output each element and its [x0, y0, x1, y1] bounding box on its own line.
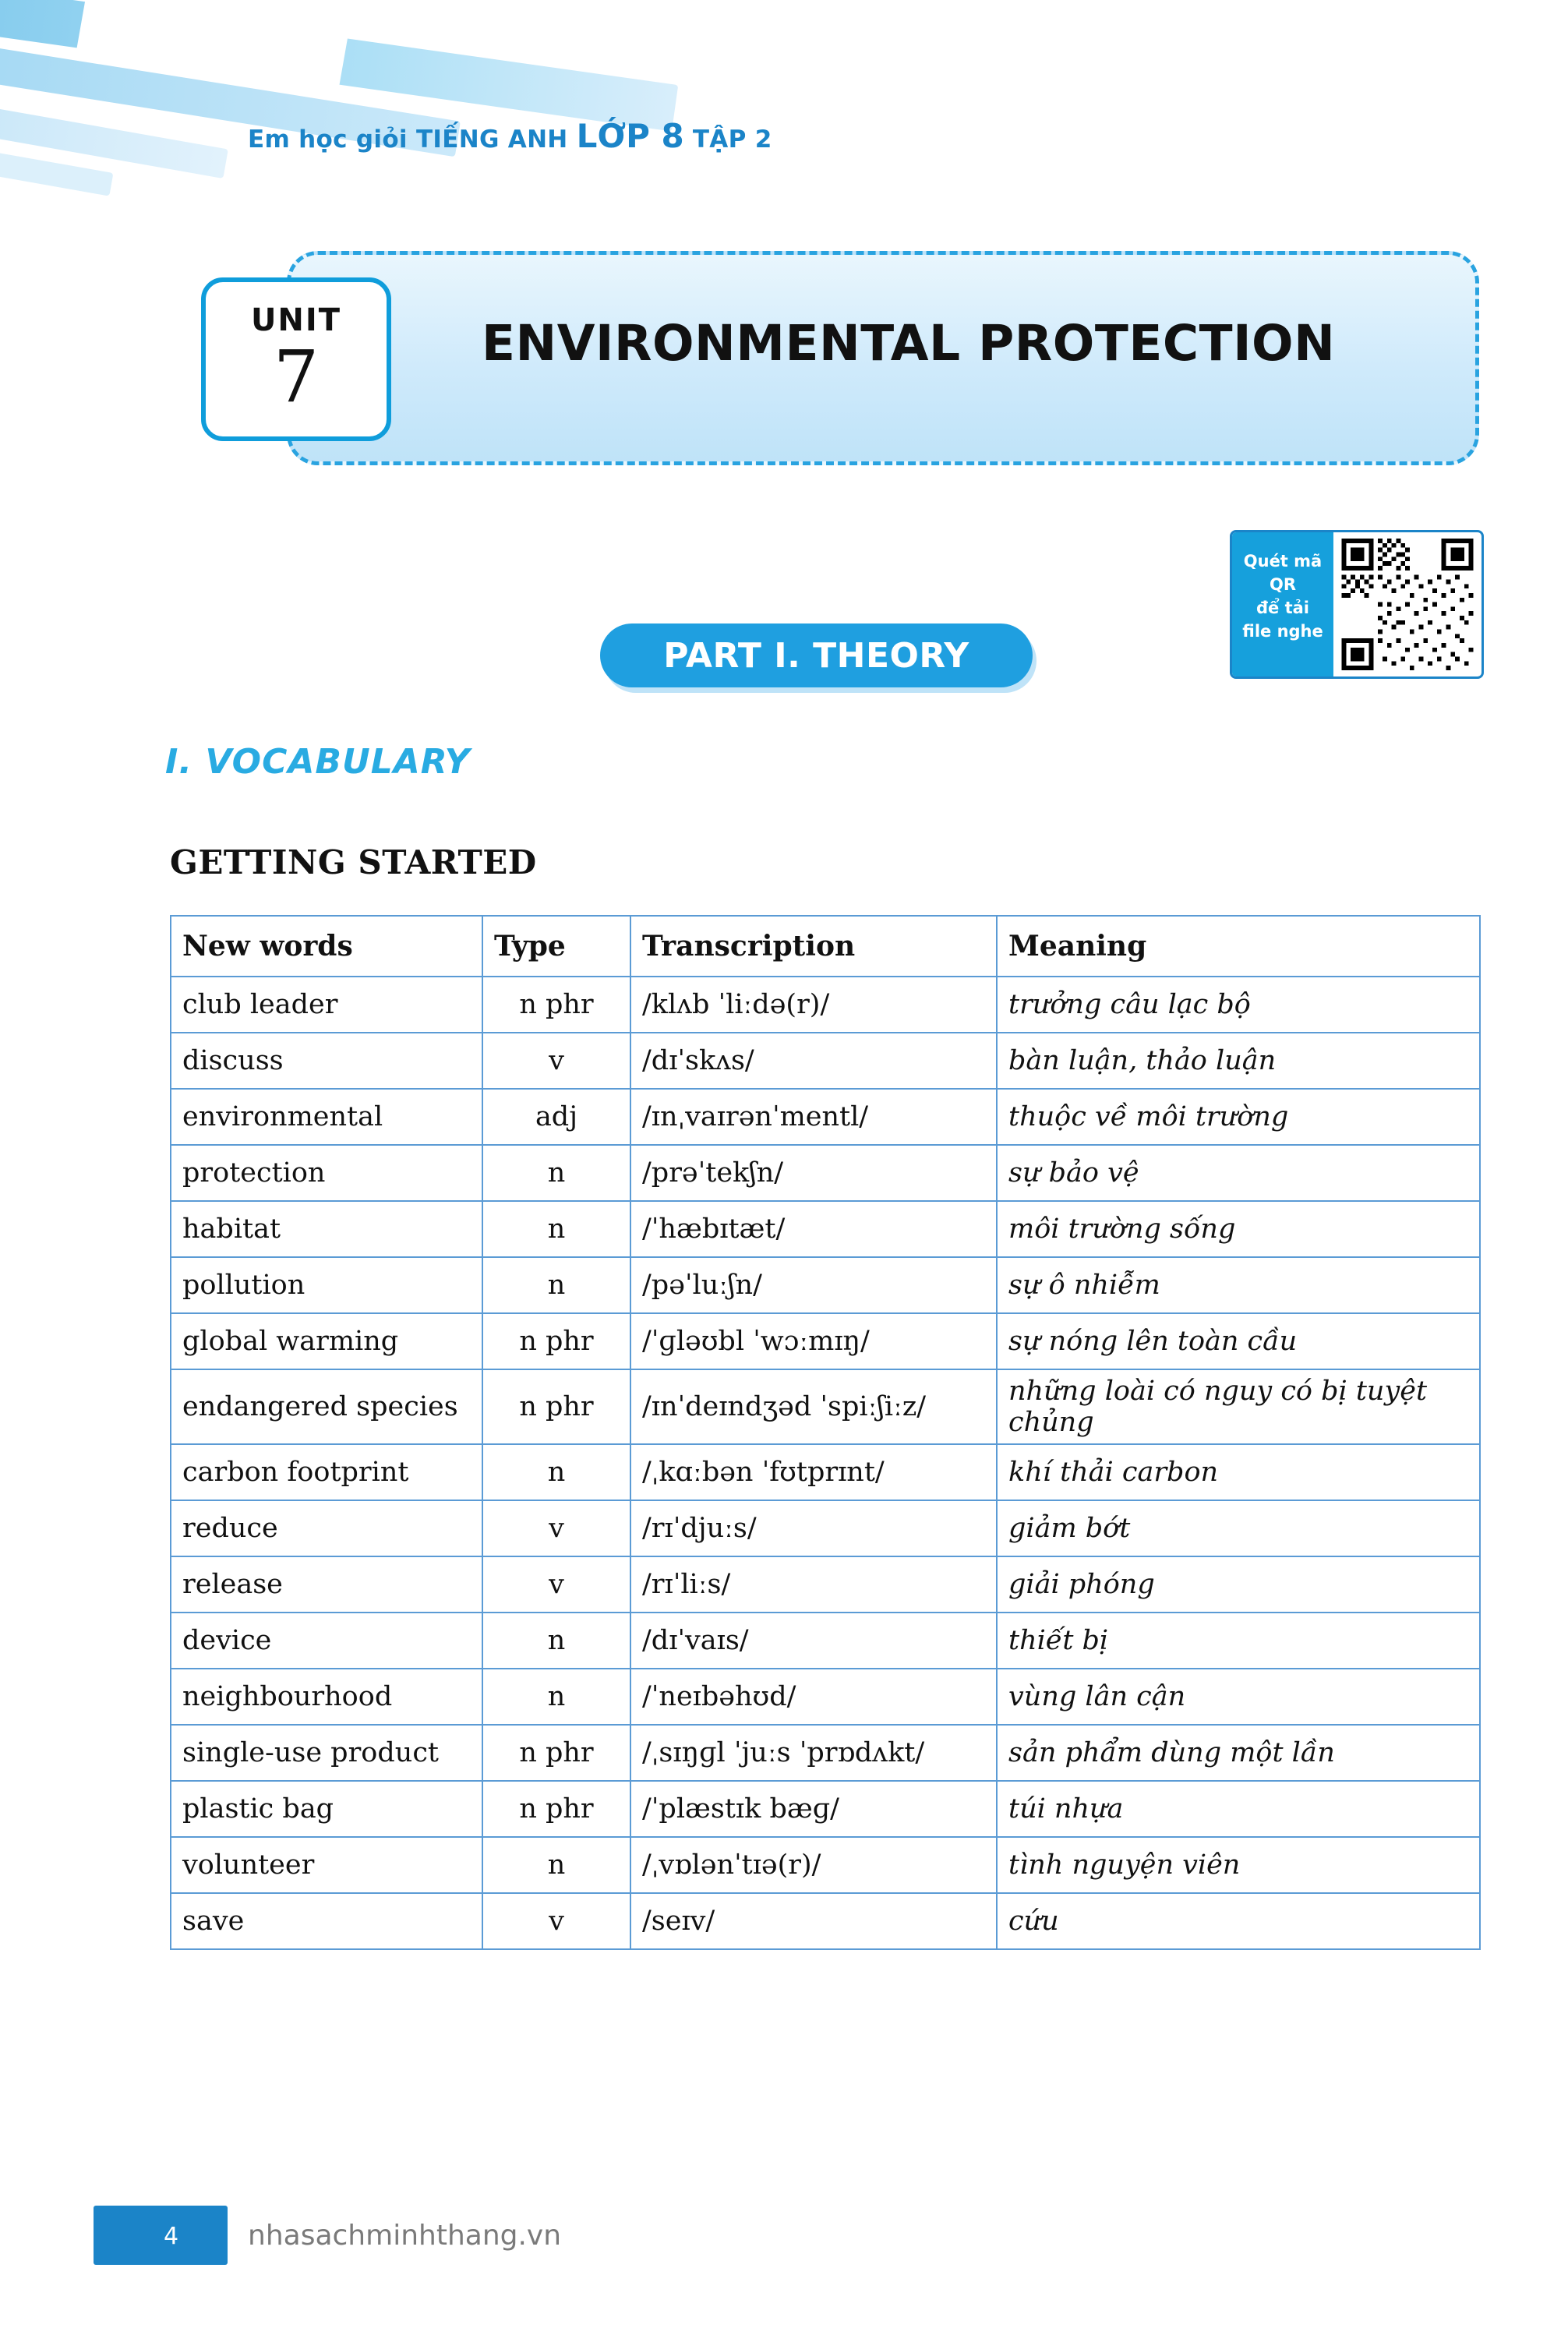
header-transcription: Transcription — [630, 916, 997, 977]
cell-meaning: trưởng câu lạc bộ — [997, 977, 1480, 1033]
cell-meaning: những loài có nguy có bị tuyệt chủng — [997, 1369, 1480, 1444]
cell-new-word: single-use product — [171, 1725, 482, 1781]
table-row — [171, 1369, 1480, 1444]
cell-transcription: /rɪˈliːs/ — [630, 1556, 997, 1613]
table-row — [171, 1500, 1480, 1556]
vocabulary-table — [170, 915, 1481, 1950]
unit-title: ENVIRONMENTAL PROTECTION — [482, 315, 1336, 372]
cell-type: adj — [482, 1089, 630, 1145]
cell-type: n phr — [482, 1313, 630, 1369]
header-new-words: New words — [171, 916, 482, 977]
cell-transcription: /ˈɡləʊbl ˈwɔːmɪŋ/ — [630, 1313, 997, 1369]
unit-label: UNIT — [250, 302, 342, 338]
table-row — [171, 1725, 1480, 1781]
cell-transcription: /seɪv/ — [630, 1893, 997, 1949]
cell-type: n phr — [482, 977, 630, 1033]
cell-type: v — [482, 1556, 630, 1613]
cell-type: n — [482, 1257, 630, 1313]
cell-type: v — [482, 1893, 630, 1949]
table-row — [171, 1089, 1480, 1145]
unit-banner — [201, 243, 1479, 469]
table-row — [171, 1893, 1480, 1949]
cell-new-word: carbon footprint — [171, 1444, 482, 1500]
cell-transcription: /prəˈtekʃn/ — [630, 1145, 997, 1201]
cell-meaning: thuộc về môi trường — [997, 1089, 1480, 1145]
cell-meaning: tình nguyện viên — [997, 1837, 1480, 1893]
cell-type: n — [482, 1444, 630, 1500]
cell-transcription: /pəˈluːʃn/ — [630, 1257, 997, 1313]
table-row — [171, 1613, 1480, 1669]
cell-type: v — [482, 1033, 630, 1089]
cell-type: v — [482, 1500, 630, 1556]
footer-page-tab — [94, 2206, 228, 2265]
cell-new-word: device — [171, 1613, 482, 1669]
qr-line-1: Quét mã — [1243, 552, 1323, 571]
cell-transcription: /ˌvɒlənˈtɪə(r)/ — [630, 1837, 997, 1893]
table-row — [171, 1313, 1480, 1369]
part-title-pill — [600, 623, 1033, 687]
cell-meaning: bàn luận, thảo luận — [997, 1033, 1480, 1089]
cell-new-word: pollution — [171, 1257, 482, 1313]
cell-transcription: /klʌb ˈliːdə(r)/ — [630, 977, 997, 1033]
cell-new-word: release — [171, 1556, 482, 1613]
cell-new-word: reduce — [171, 1500, 482, 1556]
cell-transcription: /rɪˈdjuːs/ — [630, 1500, 997, 1556]
cell-new-word: discuss — [171, 1033, 482, 1089]
qr-code-icon — [1333, 532, 1481, 676]
cell-transcription: /dɪˈvaɪs/ — [630, 1613, 997, 1669]
cell-new-word: neighbourhood — [171, 1669, 482, 1725]
cell-meaning: môi trường sống — [997, 1201, 1480, 1257]
table-row — [171, 1669, 1480, 1725]
qr-line-2: QR — [1269, 575, 1297, 594]
footer-website: nhasachminhthang.vn — [248, 2220, 562, 2252]
cell-new-word: volunteer — [171, 1837, 482, 1893]
cell-meaning: sự bảo vệ — [997, 1145, 1480, 1201]
table-header-row — [171, 916, 1480, 977]
table-row — [171, 1145, 1480, 1201]
header-type: Type — [482, 916, 630, 977]
cell-meaning: giảm bớt — [997, 1500, 1480, 1556]
cell-meaning: cứu — [997, 1893, 1480, 1949]
cell-new-word: habitat — [171, 1201, 482, 1257]
series-grade: LỚP 8 — [576, 117, 684, 155]
cell-new-word: save — [171, 1893, 482, 1949]
cell-type: n — [482, 1201, 630, 1257]
cell-meaning: thiết bị — [997, 1613, 1480, 1669]
cell-transcription: /ˌkɑːbən ˈfʊtprɪnt/ — [630, 1444, 997, 1500]
cell-meaning: vùng lân cận — [997, 1669, 1480, 1725]
table-row — [171, 1556, 1480, 1613]
cell-type: n phr — [482, 1781, 630, 1837]
getting-started-heading: GETTING STARTED — [170, 843, 537, 881]
cell-type: n — [482, 1613, 630, 1669]
cell-transcription: /ˈneɪbəhʊd/ — [630, 1669, 997, 1725]
part-title-label: PART I. THEORY — [663, 635, 969, 676]
cell-meaning: khí thải carbon — [997, 1444, 1480, 1500]
qr-line-3: để tải — [1256, 599, 1309, 617]
cell-transcription: /ɪnˈdeɪndʒəd ˈspiːʃiːz/ — [630, 1369, 997, 1444]
cell-type: n phr — [482, 1725, 630, 1781]
cell-meaning: sự ô nhiễm — [997, 1257, 1480, 1313]
page-number: 4 — [164, 2223, 179, 2250]
table-row — [171, 1033, 1480, 1089]
cell-meaning: túi nhựa — [997, 1781, 1480, 1837]
unit-number: 7 — [273, 335, 320, 419]
series-header — [248, 117, 772, 155]
series-volume: TẬP 2 — [692, 125, 772, 154]
qr-line-4: file nghe — [1242, 622, 1323, 641]
cell-meaning: sản phẩm dùng một lần — [997, 1725, 1480, 1781]
table-row — [171, 1781, 1480, 1837]
vocabulary-heading: I. VOCABULARY — [165, 742, 471, 782]
cell-meaning: giải phóng — [997, 1556, 1480, 1613]
cell-type: n — [482, 1837, 630, 1893]
qr-instruction-text — [1232, 532, 1333, 676]
cell-transcription: /dɪˈskʌs/ — [630, 1033, 997, 1089]
qr-code-box[interactable] — [1230, 530, 1484, 679]
cell-new-word: club leader — [171, 977, 482, 1033]
table-row — [171, 1257, 1480, 1313]
cell-transcription: /ɪnˌvaɪrənˈmentl/ — [630, 1089, 997, 1145]
cell-type: n phr — [482, 1369, 630, 1444]
cell-new-word: endangered species — [171, 1369, 482, 1444]
cell-new-word: environmental — [171, 1089, 482, 1145]
cell-type: n — [482, 1669, 630, 1725]
table-row — [171, 1837, 1480, 1893]
cell-transcription: /ˈhæbɪtæt/ — [630, 1201, 997, 1257]
cell-transcription: /ˈplæstɪk bæɡ/ — [630, 1781, 997, 1837]
table-row — [171, 1444, 1480, 1500]
series-prefix: Em học giỏi TIẾNG ANH — [248, 125, 568, 154]
cell-meaning: sự nóng lên toàn cầu — [997, 1313, 1480, 1369]
cell-new-word: protection — [171, 1145, 482, 1201]
cell-transcription: /ˌsɪŋɡl ˈjuːs ˈprɒdʌkt/ — [630, 1725, 997, 1781]
unit-badge — [201, 277, 391, 441]
table-row — [171, 1201, 1480, 1257]
table-row — [171, 977, 1480, 1033]
cell-type: n — [482, 1145, 630, 1201]
cell-new-word: plastic bag — [171, 1781, 482, 1837]
header-meaning: Meaning — [997, 916, 1480, 977]
cell-new-word: global warming — [171, 1313, 482, 1369]
